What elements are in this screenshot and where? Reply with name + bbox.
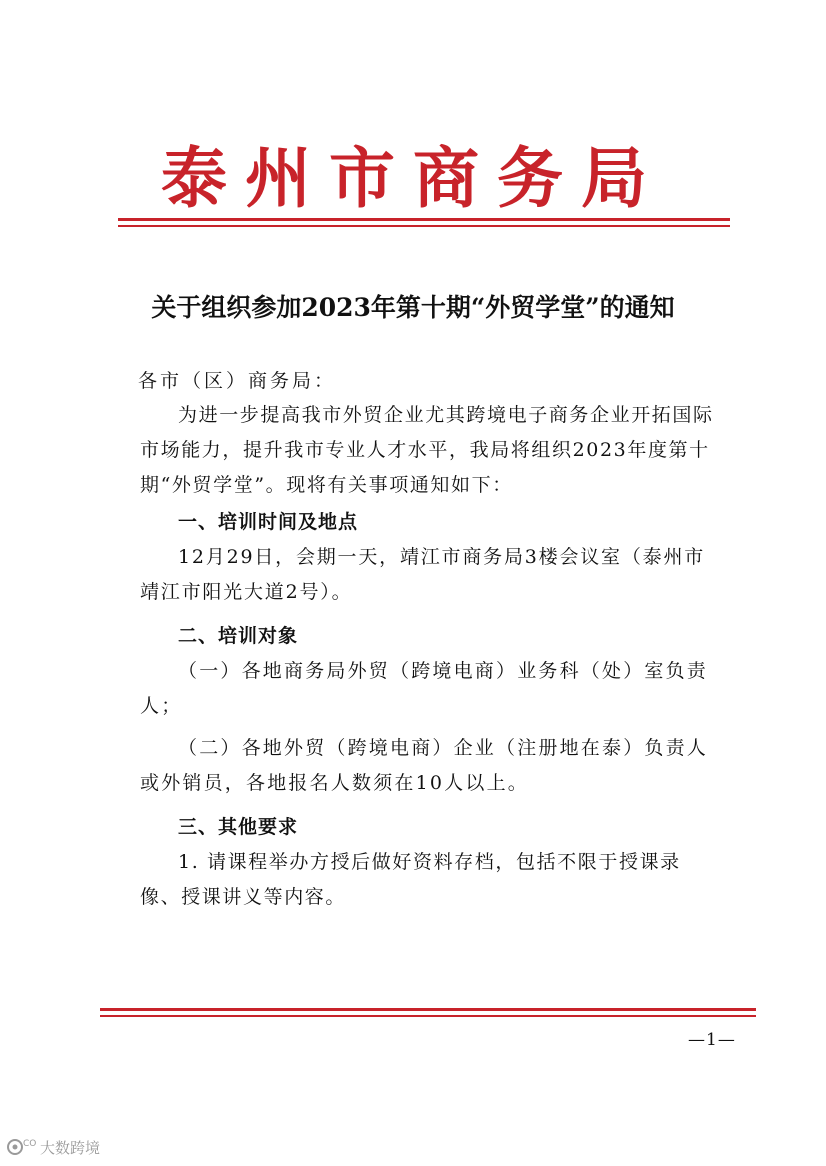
paragraph-intro: 为进一步提高我市外贸企业尤其跨境电子商务企业开拓国际市场能力，提升我市专业人才水平，我局将组织2023年度第十期“外贸学堂”。现将有关事项通知如下： [140, 404, 714, 496]
paragraph-target-1: （一）各地商务局外贸（跨境电商）业务科（处）室负责人； [140, 660, 709, 717]
section-heading-target: 二、培训对象 [178, 625, 299, 647]
watermark-text: 大数跨境 [40, 1138, 101, 1157]
salutation: 各市（区）商务局： [138, 370, 337, 392]
watermark-logo-icon [6, 1136, 36, 1158]
footer-red-rule-thin [100, 1015, 756, 1017]
paragraph-time-place: 12月29日，会期一天，靖江市商务局3楼会议室（泰州市靖江市阳光大道2号）。 [140, 546, 706, 603]
document-title: 关于组织参加2023年第十期“外贸学堂”的通知 [151, 293, 675, 322]
agency-masthead: 泰州市商务局 [161, 139, 665, 217]
masthead-red-rule [118, 218, 730, 221]
footer-red-rule [100, 1008, 756, 1011]
paragraph-other-1: 1. 请课程举办方授后做好资料存档，包括不限于授课录像、授课讲义等内容。 [140, 851, 681, 908]
paragraph-target-2: （二）各地外贸（跨境电商）企业（注册地在泰）负责人或外销员，各地报名人数须在10人以上。 [140, 737, 709, 794]
masthead-red-rule-thin [118, 225, 730, 227]
watermark [6, 1136, 100, 1158]
section-heading-time-place: 一、培训时间及地点 [178, 511, 359, 533]
section-heading-other: 三、其他要求 [178, 816, 299, 838]
page-number: —1— [688, 1030, 736, 1050]
svg-text:CO: CO [23, 1139, 36, 1149]
